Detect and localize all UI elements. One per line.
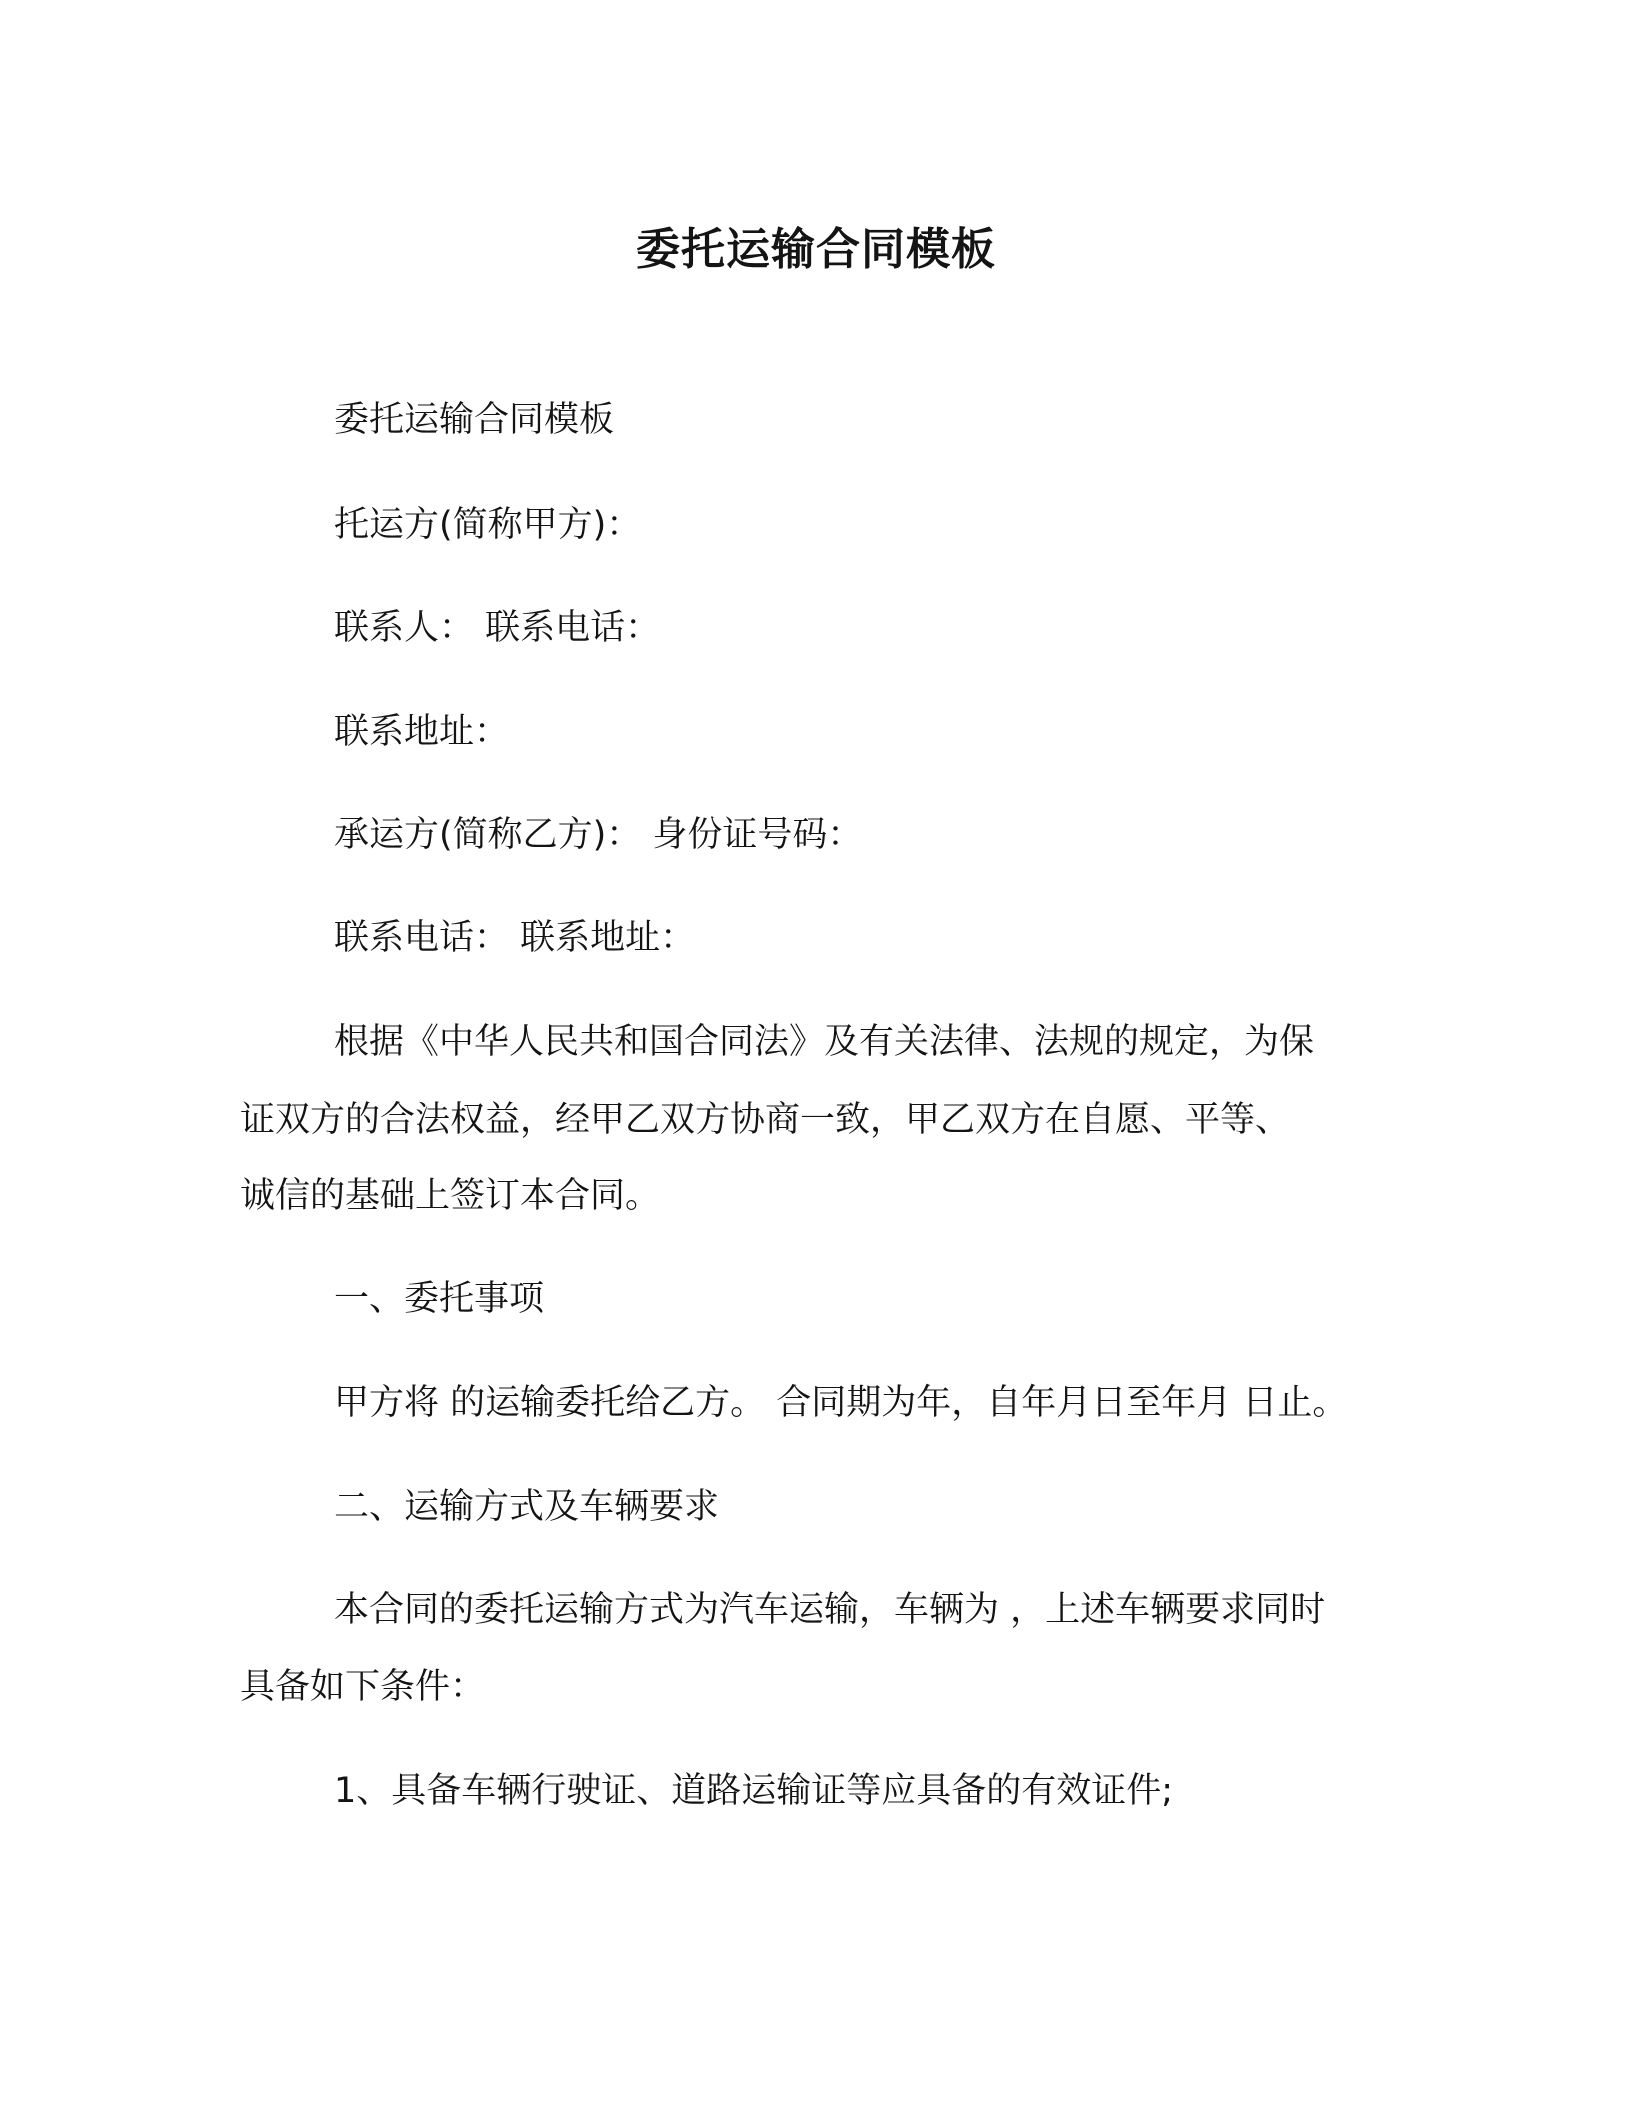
section-heading-2: 二、运输方式及车辆要求 [334,1487,720,1527]
paragraph-subtitle: 委托运输合同模板 [334,400,615,440]
section-heading-1: 一、委托事项 [334,1279,545,1319]
paragraph-contact-person: 联系人： 联系电话： [334,608,661,648]
paragraph-preamble-line-2: 证双方的合法权益，经甲乙双方协商一致，甲乙双方在自愿、平等、 [240,1100,1291,1140]
paragraph-carrier-contact: 联系电话： 联系地址： [334,918,696,958]
paragraph-preamble-line-3: 诚信的基础上签订本合同。 [240,1176,661,1216]
paragraph-carrier: 承运方(简称乙方)： 身份证号码： [334,815,863,855]
document-title: 委托运输合同模板 [636,224,996,275]
list-item-1: 1、具备车辆行驶证、道路运输证等应具备的有效证件; [334,1771,1174,1811]
paragraph-entrusted-matters: 甲方将 的运输委托给乙方。 合同期为年，自年月日至年月 日止。 [334,1383,1348,1423]
paragraph-transport-line-2: 具备如下条件： [240,1667,486,1707]
paragraph-shipper: 托运方(简称甲方)： [334,505,642,545]
paragraph-contact-address: 联系地址： [334,712,510,752]
paragraph-transport-line-1: 本合同的委托运输方式为汽车运输，车辆为 ，上述车辆要求同时 [334,1590,1326,1630]
paragraph-preamble-line-1: 根据《中华人民共和国合同法》及有关法律、法规的规定，为保 [334,1022,1315,1062]
